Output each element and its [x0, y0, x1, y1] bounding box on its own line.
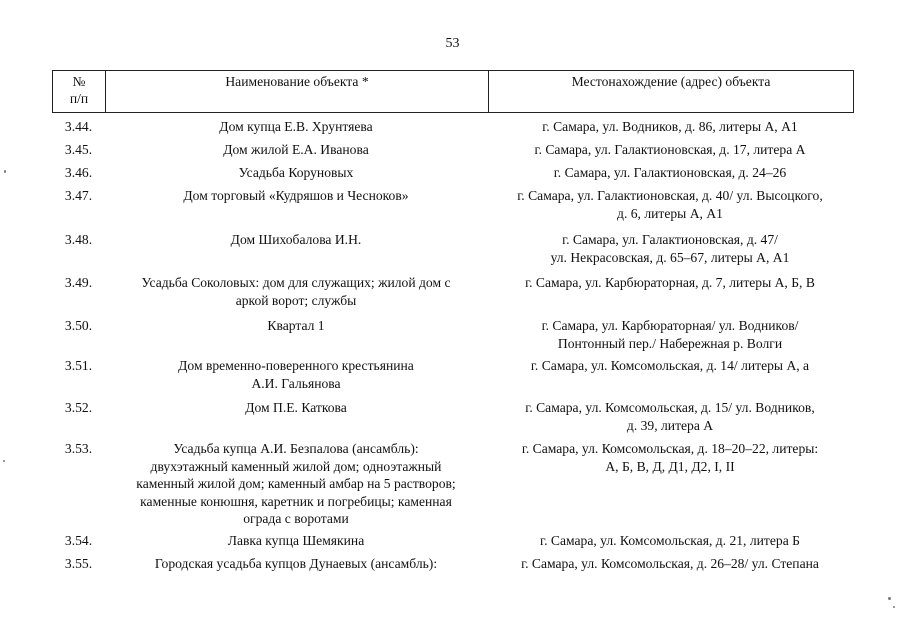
object-name-line: Усадьба купца А.И. Безпалова (ансамбль): [173, 441, 419, 456]
object-name [112, 399, 480, 417]
object-name-line: каменный жилой дом; каменный амбар на 5 растворов; [136, 476, 456, 491]
object-name-line: Усадьба Коруновых [238, 165, 354, 180]
header-number-line: п/п [69, 91, 89, 106]
row-number: 3.46. [64, 165, 93, 180]
object-name-line: Квартал 1 [267, 318, 325, 333]
object-name-line: каменные конюшня, каретник и погребицы; каменная [140, 493, 452, 509]
object-address-line: ул. Некрасовская, д. 65–67, литеры А, А1 [550, 249, 790, 265]
object-name-line: Дом Шихобалова И.Н. [230, 232, 362, 247]
object-name [112, 440, 480, 528]
header-number-column [53, 71, 106, 112]
object-name-line: двухэтажный каменный жилой дом; одноэтажный [150, 458, 442, 474]
scan-speck [4, 170, 6, 173]
object-name-line: Городская усадьба купцов Дунаевых (ансамбль): [154, 556, 438, 571]
object-name [112, 317, 480, 335]
object-name-line: Дом временно-поверенного крестьянина [178, 358, 414, 373]
row-number: 3.45. [64, 142, 93, 157]
row-number: 3.51. [64, 358, 93, 373]
scan-speck [3, 460, 5, 462]
object-address-line: г. Самара, ул. Галактионовская, д. 24–26 [553, 165, 787, 180]
scan-speck [893, 606, 895, 608]
object-name [112, 187, 480, 205]
object-name-line: аркой ворот; службы [235, 292, 357, 308]
object-address [492, 399, 848, 434]
row-number: 3.50. [64, 318, 93, 333]
row-number: 3.54. [64, 533, 93, 548]
object-name [112, 141, 480, 159]
object-name-line: Лавка купца Шемякина [227, 533, 365, 548]
row-number: 3.55. [64, 556, 93, 571]
row-number: 3.47. [64, 188, 93, 203]
header-address-label: Местонахождение (адрес) объекта [571, 74, 771, 89]
row-number: 3.53. [64, 441, 93, 456]
object-address [492, 187, 848, 222]
object-address-line: г. Самара, ул. Карбюраторная, д. 7, литеры А, Б, В [525, 275, 815, 290]
object-name [112, 357, 480, 392]
object-name [112, 274, 480, 309]
object-name-line: Дом жилой Е.А. Иванова [223, 142, 369, 157]
header-address-column [489, 71, 853, 112]
object-address-line: г. Самара, ул. Комсомольская, д. 18–20–22, литеры: [521, 441, 819, 456]
object-address [492, 555, 848, 573]
object-name [112, 164, 480, 182]
object-name-line: Дом торговый «Кудряшов и Чесноков» [183, 188, 409, 203]
object-address-line: г. Самара, ул. Комсомольская, д. 26–28/ ул. Степана [521, 556, 819, 571]
object-name-line: А.И. Гальянова [251, 375, 341, 391]
object-address [492, 274, 848, 292]
object-address-line: д. 6, литеры А, А1 [617, 205, 723, 221]
object-address-line: Понтонный пер./ Набережная р. Волги [557, 335, 783, 351]
object-address-line: г. Самара, ул. Карбюраторная/ ул. Водников/ [541, 318, 799, 333]
table-header [52, 70, 854, 113]
object-name [112, 532, 480, 550]
object-address [492, 440, 848, 475]
object-address [492, 231, 848, 266]
object-address [492, 164, 848, 182]
scan-speck [888, 597, 891, 600]
row-number: 3.52. [64, 400, 93, 415]
object-address-line: г. Самара, ул. Комсомольская, д. 21, литера Б [540, 533, 800, 548]
header-name-column [106, 71, 489, 112]
object-address-line: г. Самара, ул. Комсомольская, д. 14/ литеры А, а [530, 358, 810, 373]
object-address-line: г. Самара, ул. Галактионовская, д. 17, литера А [534, 142, 806, 157]
object-name-line: Усадьба Соколовых: дом для служащих; жилой дом с [141, 275, 451, 290]
object-address-line: г. Самара, ул. Галактионовская, д. 47/ [562, 232, 778, 247]
object-address-line: г. Самара, ул. Галактионовская, д. 40/ ул. Высоцкого, [517, 188, 823, 203]
object-name-line: Дом купца Е.В. Хрунтяева [219, 119, 373, 134]
row-number: 3.49. [64, 275, 93, 290]
object-name [112, 118, 480, 136]
object-address [492, 317, 848, 352]
object-address-line: г. Самара, ул. Водников, д. 86, литеры А, А1 [542, 119, 798, 134]
object-address-line: г. Самара, ул. Комсомольская, д. 15/ ул. Водников, [525, 400, 815, 415]
header-number-line: № [72, 74, 86, 89]
object-name [112, 231, 480, 249]
object-name-line: Дом П.Е. Каткова [245, 400, 347, 415]
object-address-line: А, Б, В, Д, Д1, Д2, I, II [605, 458, 735, 474]
object-address [492, 118, 848, 136]
row-number: 3.48. [64, 232, 93, 247]
object-address [492, 141, 848, 159]
object-address-line: д. 39, литера А [626, 417, 714, 433]
header-name-label: Наименование объекта * [225, 74, 369, 89]
object-address [492, 532, 848, 550]
object-name [112, 555, 480, 573]
object-address [492, 357, 848, 375]
object-name-line: ограда с воротами [243, 511, 349, 526]
page-number: 53 [445, 36, 460, 51]
row-number: 3.44. [64, 119, 93, 134]
